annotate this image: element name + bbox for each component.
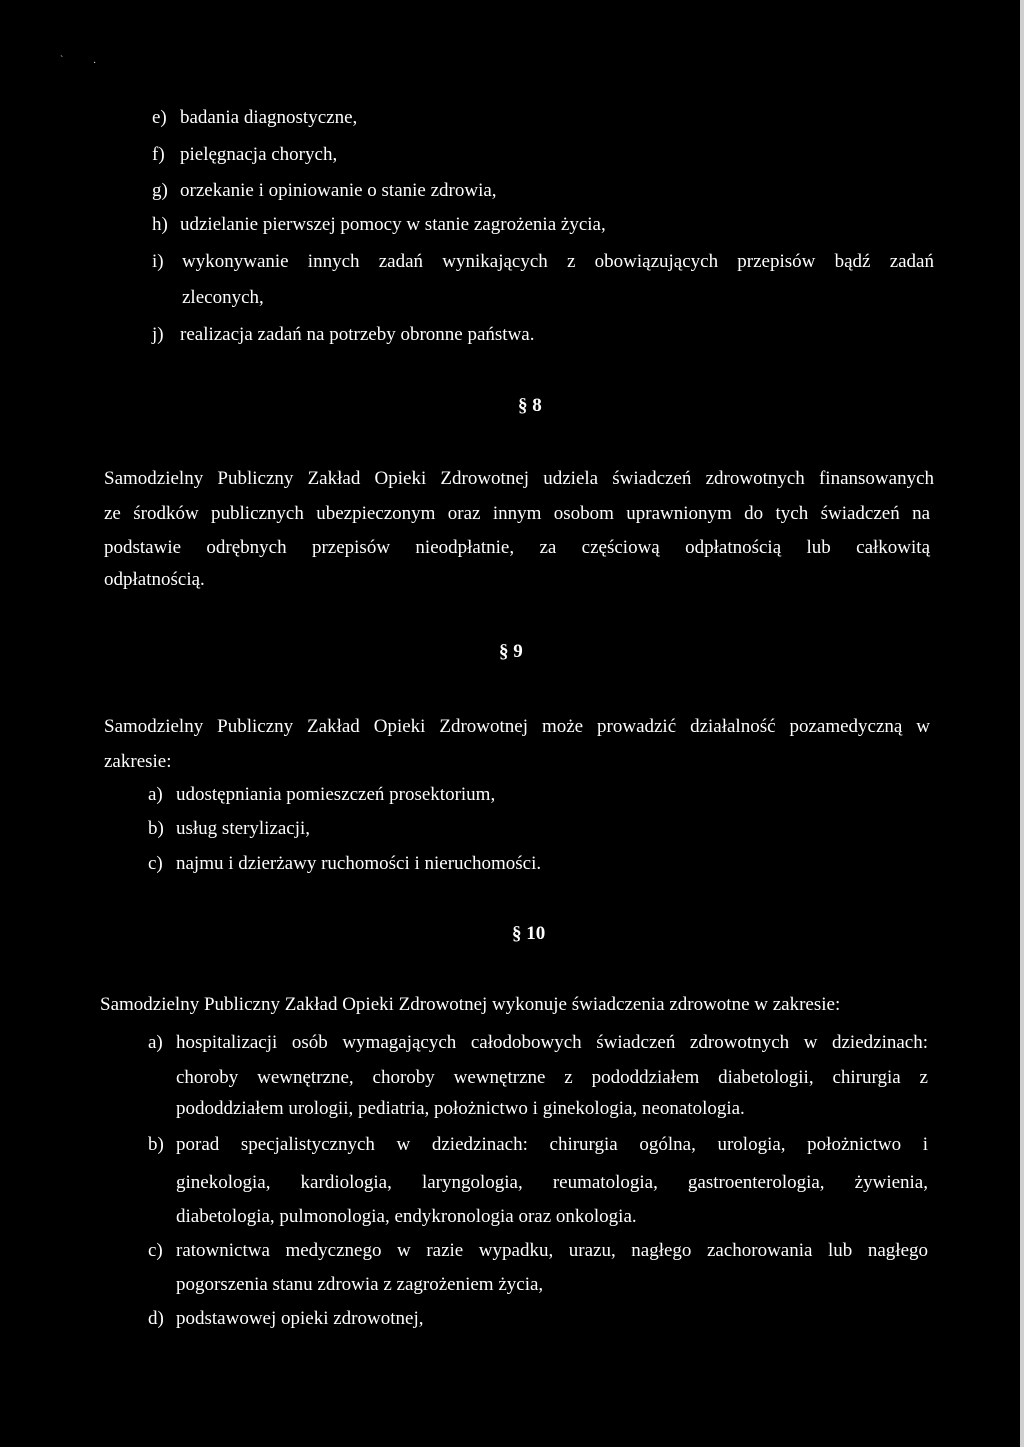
section-10-item-b-line3: diabetologia, pulmonologia, endykronologia oraz onkologia. [176, 1206, 637, 1227]
section-8-line4: odpłatnością. [104, 569, 205, 590]
section-8-heading: § 8 [518, 395, 542, 416]
scan-edge [1020, 0, 1024, 1447]
list-item-text: orzekanie i opiniowanie o stanie zdrowia, [180, 180, 497, 201]
list-item-label: a) [148, 1032, 163, 1053]
section-10-item-b-line2: ginekologia, kardiologia, laryngologia, reumatologia, gastroenterologia, żywienia, [176, 1172, 928, 1193]
section-10-item-a-line3: pododdziałem urologii, pediatria, położnictwo i ginekologia, neonatologia. [176, 1098, 745, 1119]
list-item-label: i) [152, 251, 164, 272]
scan-specks: ` . [60, 55, 96, 66]
section-10-item-b-line1: porad specjalistycznych w dziedzinach: chirurgia ogólna, urologia, położnictwo i [176, 1134, 928, 1155]
section-10-item-c-line2: pogorszenia stanu zdrowia z zagrożeniem życia, [176, 1274, 544, 1295]
list-item-label: h) [152, 214, 168, 235]
section-8-line2: ze środków publicznych ubezpieczonym oraz innym osobom uprawnionym do tych świadczeń na [104, 503, 930, 524]
section-10-item-a-line1: hospitalizacji osób wymagających całodobowych świadczeń zdrowotnych w dziedzinach: [176, 1032, 928, 1053]
list-item-i-line2: zleconych, [182, 287, 264, 308]
section-8-line1: Samodzielny Publiczny Zakład Opieki Zdrowotnej udziela świadczeń zdrowotnych finansowanych [104, 468, 934, 489]
section-10-item-d-line1: podstawowej opieki zdrowotnej, [176, 1308, 424, 1329]
list-item-label: b) [148, 818, 164, 839]
list-item-label: f) [152, 144, 165, 165]
section-9-heading: § 9 [499, 641, 523, 662]
list-item-text: usług sterylizacji, [176, 818, 311, 839]
section-10-item-c-line1: ratownictwa medycznego w razie wypadku, urazu, nagłego zachorowania lub nagłego [176, 1240, 928, 1261]
list-item-label: b) [148, 1134, 164, 1155]
list-item-text: pielęgnacja chorych, [180, 144, 338, 165]
list-item-text: udostępniania pomieszczeń prosektorium, [176, 784, 496, 805]
list-item-text: udzielanie pierwszej pomocy w stanie zagrożenia życia, [180, 214, 606, 235]
section-9-line2: zakresie: [104, 751, 172, 772]
list-item-text: realizacja zadań na potrzeby obronne państwa. [180, 324, 535, 345]
section-8-line3: podstawie odrębnych przepisów nieodpłatnie, za częściową odpłatnością lub całkowitą [104, 537, 930, 558]
list-item-label: c) [148, 853, 163, 874]
section-10-item-a-line2: choroby wewnętrzne, choroby wewnętrzne z pododdziałem diabetologii, chirurgia z [176, 1067, 928, 1088]
list-item-label: a) [148, 784, 163, 805]
section-9-line1: Samodzielny Publiczny Zakład Opieki Zdrowotnej może prowadzić działalność pozamedyczną w [104, 716, 930, 737]
list-item-text: najmu i dzierżawy ruchomości i nieruchomości. [176, 853, 542, 874]
section-10-heading: § 10 [512, 923, 546, 944]
list-item-label: j) [152, 324, 164, 345]
list-item-label: c) [148, 1240, 163, 1261]
list-item-label: e) [152, 107, 167, 128]
section-10-intro: Samodzielny Publiczny Zakład Opieki Zdrowotnej wykonuje świadczenia zdrowotne w zakresie: [100, 994, 841, 1015]
list-item-label: g) [152, 180, 168, 201]
list-item-text: badania diagnostyczne, [180, 107, 358, 128]
list-item-i-line1: wykonywanie innych zadań wynikających z obowiązujących przepisów bądź zadań [182, 251, 934, 272]
list-item-label: d) [148, 1308, 164, 1329]
